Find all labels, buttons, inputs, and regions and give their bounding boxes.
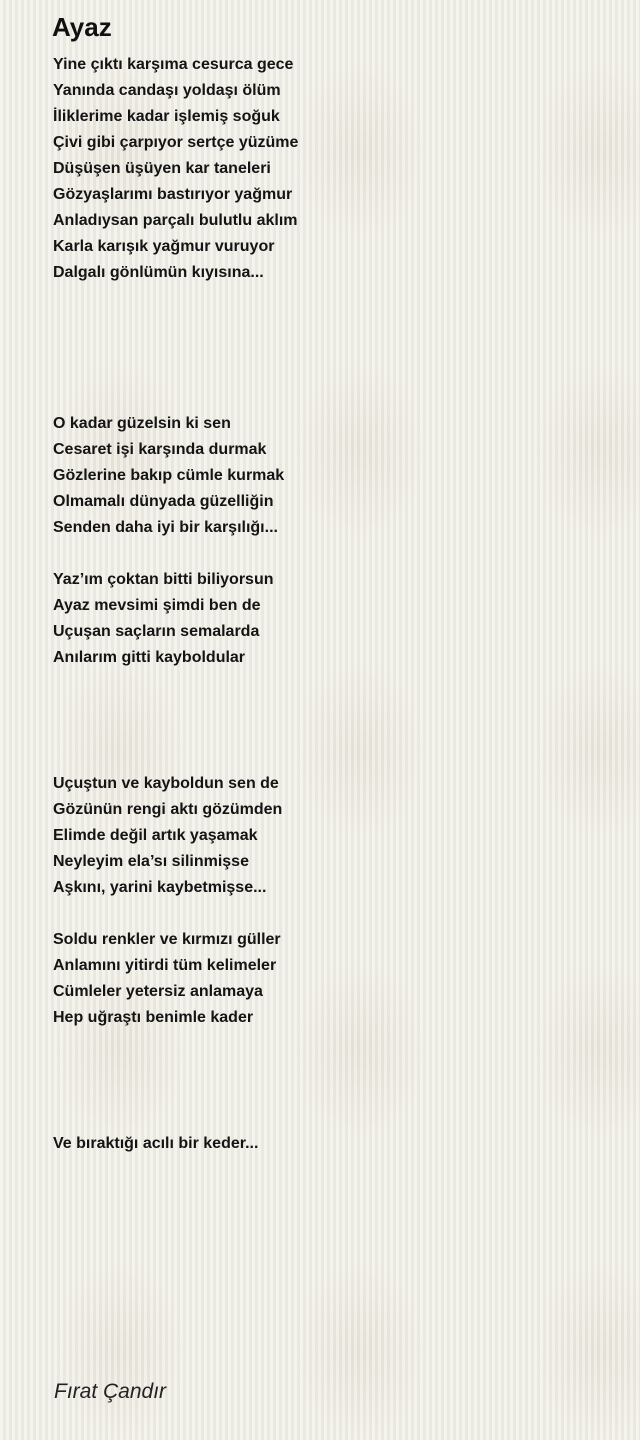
stanza-1 xyxy=(53,52,613,286)
poem-line: İliklerime kadar işlemiş soğuk xyxy=(53,108,280,125)
poem-line: Ve bıraktığı acılı bir keder... xyxy=(53,1135,259,1152)
poem-line: Yaz’ım çoktan bitti biliyorsun xyxy=(53,571,274,588)
poem-line: Uçuşan saçların semalarda xyxy=(53,623,260,640)
poem-line: Dalgalı gönlümün kıyısına... xyxy=(53,264,264,281)
poem-line: Cesaret işi karşında durmak xyxy=(53,441,267,458)
poem-line: Hep uğraştı benimle kader xyxy=(53,1009,254,1026)
poem-line: Gözlerine bakıp cümle kurmak xyxy=(53,467,285,484)
poem-line: Ayaz mevsimi şimdi ben de xyxy=(53,597,261,614)
poem-line: Anılarım gitti kayboldular xyxy=(53,649,246,666)
poem-line: Karla karışık yağmur vuruyor xyxy=(53,238,275,255)
poem-line: Uçuştun ve kayboldun sen de xyxy=(53,775,279,792)
poem-line: Senden daha iyi bir karşılığı... xyxy=(53,519,278,536)
poem-line: Düşüşen üşüyen kar taneleri xyxy=(53,160,271,177)
poem-line: Aşkını, yarini kaybetmişse... xyxy=(53,879,267,896)
poem-line: Soldu renkler ve kırmızı güller xyxy=(53,931,281,948)
poem-line: Çivi gibi çarpıyor sertçe yüzüme xyxy=(53,134,299,151)
poem-line: Neyleyim ela’sı silinmişse xyxy=(53,853,249,870)
poem-title: Ayaz xyxy=(52,12,112,42)
stanza-6 xyxy=(53,1131,613,1157)
poem-line: Yine çıktı karşıma cesurca gece xyxy=(53,56,294,73)
poem-line: Olmamalı dünyada güzelliğin xyxy=(53,493,274,510)
stanza-5 xyxy=(53,927,613,1031)
poem-line: Gözünün rengi aktı gözümden xyxy=(53,801,283,818)
poem-line: Gözyaşlarımı bastırıyor yağmur xyxy=(53,186,293,203)
poem-line: Anladıysan parçalı bulutlu aklım xyxy=(53,212,298,229)
poem-line: O kadar güzelsin ki sen xyxy=(53,415,231,432)
stanza-2 xyxy=(53,411,613,541)
stanza-4 xyxy=(53,771,613,901)
poem-line: Yanında candaşı yoldaşı ölüm xyxy=(53,82,281,99)
poem-line: Elimde değil artık yaşamak xyxy=(53,827,258,844)
poem-line: Cümleler yetersiz anlamaya xyxy=(53,983,263,1000)
poem-author: Fırat Çandır xyxy=(54,1380,167,1403)
stanza-3 xyxy=(53,567,613,671)
poem-line: Anlamını yitirdi tüm kelimeler xyxy=(53,957,277,974)
